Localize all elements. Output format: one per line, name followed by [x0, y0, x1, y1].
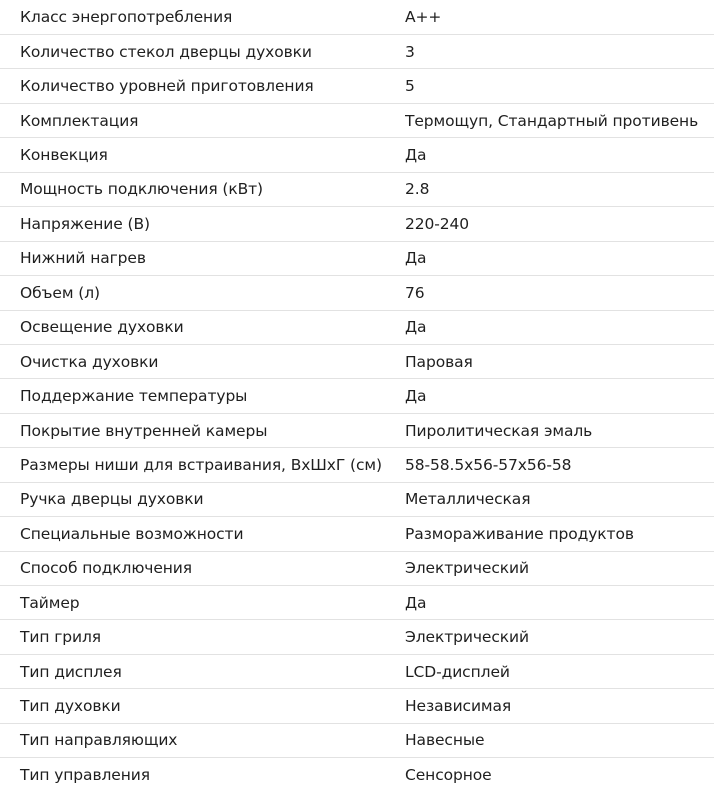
spec-label: Таймер [20, 593, 80, 612]
spec-row [0, 173, 714, 207]
spec-row [0, 69, 714, 103]
spec-row [0, 758, 714, 792]
spec-row [0, 104, 714, 138]
spec-value: 220-240 [405, 214, 470, 233]
spec-value: Да [405, 318, 427, 337]
spec-value: LCD-дисплей [405, 662, 510, 681]
spec-label: Поддержание температуры [20, 387, 248, 406]
spec-row [0, 552, 714, 586]
spec-label: Конвекция [20, 146, 108, 165]
spec-label: Количество уровней приготовления [20, 77, 314, 96]
spec-label: Объем (л) [20, 283, 100, 302]
spec-value: Пиролитическая эмаль [405, 421, 593, 440]
spec-label: Ручка дверцы духовки [20, 490, 204, 509]
spec-label: Мощность подключения (кВт) [20, 180, 264, 199]
spec-value: 5 [405, 77, 415, 96]
spec-row [0, 0, 714, 35]
spec-value: 76 [405, 283, 425, 302]
spec-value: Да [405, 249, 427, 268]
spec-label: Освещение духовки [20, 318, 184, 337]
spec-row [0, 35, 714, 69]
spec-value: 2.8 [405, 180, 430, 199]
spec-label: Тип гриля [20, 628, 101, 647]
spec-row [0, 586, 714, 620]
spec-label: Напряжение (В) [20, 214, 150, 233]
spec-label: Тип направляющих [20, 731, 178, 750]
spec-label: Тип дисплея [20, 662, 122, 681]
spec-value: Сенсорное [405, 766, 492, 785]
spec-label: Количество стекол дверцы духовки [20, 42, 312, 61]
spec-row [0, 724, 714, 758]
spec-label: Очистка духовки [20, 352, 159, 371]
spec-value: Электрический [405, 559, 529, 578]
spec-row [0, 311, 714, 345]
spec-value: Металлическая [405, 490, 531, 509]
spec-label: Специальные возможности [20, 524, 244, 543]
spec-value: Навесные [405, 731, 485, 750]
spec-label: Способ подключения [20, 559, 193, 578]
spec-row [0, 517, 714, 551]
spec-label: Тип духовки [20, 697, 121, 716]
spec-value: Паровая [405, 352, 473, 371]
spec-label: Покрытие внутренней камеры [20, 421, 268, 440]
spec-label: Тип управления [20, 766, 150, 785]
spec-row [0, 276, 714, 310]
spec-row [0, 655, 714, 689]
spec-value: A++ [405, 8, 442, 26]
spec-value: 58-58.5x56-57x56-58 [405, 455, 572, 474]
spec-value: 3 [405, 42, 415, 61]
spec-row [0, 345, 714, 379]
spec-label: Класс энергопотребления [20, 8, 233, 26]
spec-row [0, 138, 714, 172]
spec-row [0, 689, 714, 723]
spec-label: Комплектация [20, 111, 139, 130]
spec-value: Независимая [405, 697, 512, 716]
spec-row [0, 620, 714, 654]
spec-value: Термощуп, Стандартный противень [405, 111, 699, 130]
spec-row [0, 448, 714, 482]
spec-row [0, 483, 714, 517]
spec-label: Нижний нагрев [20, 249, 146, 268]
spec-value: Электрический [405, 628, 529, 647]
spec-value: Размораживание продуктов [405, 524, 634, 543]
spec-value: Да [405, 146, 427, 165]
spec-label: Размеры ниши для встраивания, ВхШхГ (см) [20, 455, 382, 474]
spec-value: Да [405, 387, 427, 406]
spec-row [0, 207, 714, 241]
spec-row [0, 414, 714, 448]
spec-row [0, 379, 714, 413]
spec-value: Да [405, 593, 427, 612]
spec-row [0, 242, 714, 276]
